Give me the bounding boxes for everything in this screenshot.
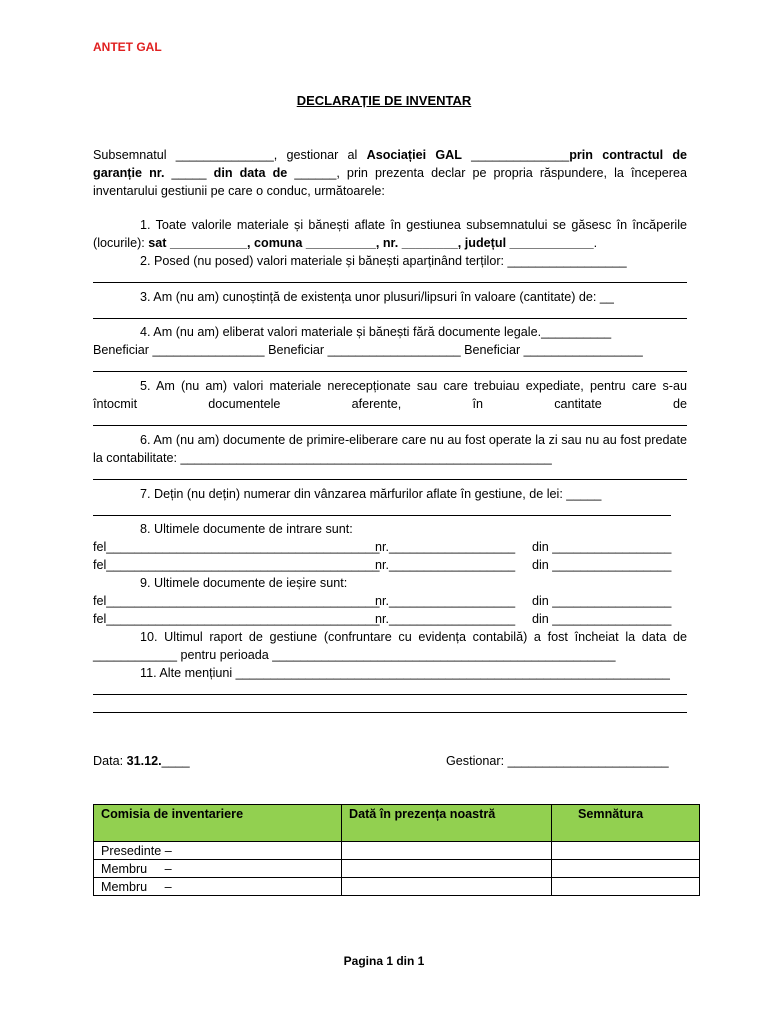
table-row — [94, 860, 700, 878]
member-role: Membru – — [94, 860, 342, 878]
item-2-text: 2. Posed (nu posed) valori materiale și bănești aparținând terților: _________________ — [140, 254, 627, 268]
doc-nr: nr.__________________ — [375, 558, 516, 572]
item-1-location: sat ___________, comuna __________, nr. ________, județul ____________ — [148, 236, 594, 250]
item-8 — [93, 520, 687, 574]
doc-fel: fel_______________________________________ — [93, 540, 380, 554]
blank-line — [93, 306, 687, 319]
member-role: Membru – — [94, 878, 342, 896]
item-9 — [93, 574, 687, 628]
item-3 — [93, 288, 687, 324]
date-cell — [342, 878, 552, 896]
blank-line — [93, 503, 671, 516]
doc-row — [93, 592, 687, 610]
date-cell — [342, 842, 552, 860]
intro-contract: prin contractul de garanție nr. — [93, 148, 688, 180]
signature-cell — [552, 878, 700, 896]
doc-din: din _________________ — [532, 558, 672, 572]
item-1 — [93, 216, 687, 252]
item-9-text: 9. Ultimele documente de ieșire sunt: — [140, 576, 348, 590]
item-10 — [93, 628, 687, 664]
doc-din: din _________________ — [532, 594, 672, 608]
date-value: 31.12. — [126, 754, 162, 768]
intro-date-label: din data de — [213, 166, 288, 180]
item-5-text: 5. Am (nu am) valori materiale nerecepționate sau care trebuiau expediate, pentru care s-au întocmit documentele aferente, în cantitate de — [93, 379, 687, 411]
item-8-text: 8. Ultimele documente de intrare sunt: — [140, 522, 353, 536]
item-3-text: 3. Am (nu am) cunoștință de existența unor plusuri/lipsuri în valoare (cantitate) de: __ — [140, 290, 614, 304]
item-2 — [93, 252, 687, 288]
item-4 — [93, 323, 687, 377]
item-5 — [93, 377, 687, 431]
header-signature: Semnătura — [552, 805, 700, 842]
item-4-text: 4. Am (nu am) eliberat valori materiale și bănești fără documente legale.__________ — [140, 325, 612, 339]
intro-text-3: _____ — [164, 166, 214, 180]
doc-fel: fel_______________________________________ — [93, 594, 380, 608]
item-6 — [93, 431, 687, 485]
date-label: Data: — [93, 754, 127, 768]
item-7 — [93, 485, 687, 521]
intro-text-4: ______, prin prezenta declar pe propria răspundere, la începerea inventarului gestiunii pe care o conduc, următoarele: — [93, 166, 687, 198]
table-row — [94, 842, 700, 860]
doc-nr: nr.__________________ — [375, 540, 516, 554]
date-blank: ____ — [161, 754, 190, 768]
intro-paragraph — [93, 146, 687, 200]
doc-din: din _________________ — [532, 612, 672, 626]
doc-row — [93, 538, 687, 556]
doc-row — [93, 610, 687, 628]
header-date: Dată în prezența noastră — [342, 805, 552, 842]
letterhead-placeholder: ANTET GAL — [93, 40, 162, 54]
signature-cell — [552, 842, 700, 860]
doc-row — [93, 556, 687, 574]
date-field — [93, 754, 190, 768]
table-row — [94, 878, 700, 896]
blank-line — [93, 413, 687, 426]
doc-din: din _________________ — [532, 540, 672, 554]
doc-nr: nr.__________________ — [375, 594, 516, 608]
blank-line — [93, 700, 687, 713]
item-10-text: 10. Ultimul raport de gestiune (confruntare cu evidența contabilă) a fost încheiat la data de ____________ pentru perioada _________________________________________________ — [93, 630, 687, 662]
item-11-text: 11. Alte mențiuni ______________________________________________________________ — [140, 666, 670, 680]
gestionar-field: Gestionar: _______________________ — [446, 754, 669, 768]
item-11 — [93, 664, 687, 718]
member-role: Presedinte – — [94, 842, 342, 860]
commission-table — [93, 804, 700, 896]
table-header-row — [94, 805, 700, 842]
item-1-end: . — [593, 236, 598, 250]
intro-text-1: Subsemnatul ______________, gestionar al — [93, 148, 367, 162]
intro-text-2: ______________ — [461, 148, 570, 162]
document-title: DECLARAȚIE DE INVENTAR — [296, 93, 472, 108]
blank-line — [93, 270, 687, 283]
doc-fel: fel_______________________________________ — [93, 612, 380, 626]
signature-cell — [552, 860, 700, 878]
item-1-text: 1. Toate valorile materiale și bănești aflate în gestiunea subsemnatului se găsesc în încăperile (locurile): — [93, 218, 687, 250]
signature-footer — [93, 754, 687, 768]
blank-line — [93, 467, 687, 480]
item-7-text: 7. Dețin (nu dețin) numerar din vânzarea mărfurilor aflate în gestiune, de lei: _____ — [140, 487, 602, 501]
header-commission: Comisia de inventariere — [94, 805, 342, 842]
doc-fel: fel_______________________________________ — [93, 558, 380, 572]
item-6-text: 6. Am (nu am) documente de primire-eliberare care nu au fost operate la zi sau nu au fost predate la contabilitate: _____________________________________________________ — [93, 433, 687, 465]
blank-line — [93, 359, 687, 372]
doc-nr: nr.__________________ — [375, 612, 516, 626]
page-number: Pagina 1 din 1 — [343, 954, 425, 968]
blank-line — [93, 682, 687, 695]
date-cell — [342, 860, 552, 878]
item-4-beneficiar: Beneficiar ________________ Beneficiar ___________________ Beneficiar _________________ — [93, 343, 643, 357]
intro-org: Asociației GAL — [366, 148, 462, 162]
